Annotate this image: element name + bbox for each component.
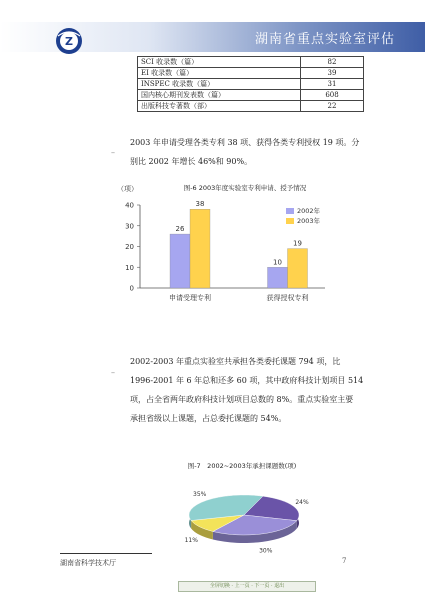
table-cell-label: INSPEC 收录数（篇） xyxy=(138,79,301,90)
pie-slice-label: 35% xyxy=(193,490,207,498)
table-cell-value: 31 xyxy=(301,79,364,90)
table-cell-label: SCI 收录数（篇） xyxy=(138,57,301,68)
bar-value-label: 10 xyxy=(273,258,282,267)
table-cell-value: 22 xyxy=(301,101,364,112)
pie-slice-label: 11% xyxy=(184,536,198,544)
header-title: 湖南省重点实验室评估 xyxy=(254,32,395,47)
y-tick-label: 0 xyxy=(129,284,134,293)
footer-rule xyxy=(60,553,152,554)
lab-logo-icon xyxy=(54,26,84,56)
x-tick-label: 申请受理专利 xyxy=(169,294,211,302)
bar xyxy=(170,234,190,288)
paragraph-line: 别比 2002 年增长 46%和 90%。 xyxy=(130,157,253,166)
page-number: 7 xyxy=(342,557,347,565)
publication-stats-table xyxy=(137,56,364,112)
x-tick-label: 获得授权专利 xyxy=(266,294,309,302)
chart-title: 图-6 2003年度实验室专利申请、授予情况 xyxy=(183,184,307,192)
table-cell-value: 82 xyxy=(301,57,364,68)
paragraph-line: 1996-2001 年 6 年总和还多 60 项，其中政府科技计划项目 514 xyxy=(130,376,364,385)
bullet-marker: – xyxy=(111,368,115,377)
paragraph-line: 项，占全省两年政府科技计划项目总数的 8%。重点实验室主要 xyxy=(130,395,354,404)
projects-pie-chart xyxy=(170,460,320,560)
bar-value-label: 19 xyxy=(293,239,302,248)
pie-slice-label: 30% xyxy=(259,547,273,555)
patent-paragraph xyxy=(130,133,359,171)
y-tick-label: 10 xyxy=(125,263,134,272)
table-row xyxy=(138,79,364,90)
legend-label: 2003年 xyxy=(297,217,321,225)
chart-title: 图-7 2002~2003年承担课题数(项) xyxy=(187,462,297,470)
footer-department: 湖南省科学技术厅 xyxy=(60,559,116,567)
reader-toolbar[interactable]: 全屏切换 · 上一页 · 下一页 · 退出 xyxy=(178,581,316,592)
y-tick-label: 40 xyxy=(125,201,134,210)
table-cell-value: 608 xyxy=(301,90,364,101)
bar-value-label: 38 xyxy=(195,200,205,209)
legend-swatch xyxy=(286,218,294,224)
legend-swatch xyxy=(286,208,294,214)
pie-slice-label: 24% xyxy=(295,498,309,506)
svg-text:Z: Z xyxy=(65,35,73,48)
paragraph-line: 承担省级以上课题，占总委托课题的 54%。 xyxy=(130,414,287,423)
table-cell-value: 39 xyxy=(301,68,364,79)
patent-bar-chart xyxy=(100,178,340,308)
bar xyxy=(288,249,308,288)
table-row xyxy=(138,68,364,79)
paragraph-line: 2003 年申请受理各类专利 38 项、获得各类专利授权 19 项。分 xyxy=(130,138,360,147)
table-row xyxy=(138,57,364,68)
y-tick-label: 30 xyxy=(125,222,134,231)
bar xyxy=(190,209,210,288)
y-tick-label: 20 xyxy=(125,243,134,251)
projects-paragraph xyxy=(130,352,363,428)
paragraph-line: 2002-2003 年重点实验室共承担各类委托课题 794 项，比 xyxy=(130,357,341,366)
table-cell-label: EI 收录数（篇） xyxy=(138,68,301,79)
bar xyxy=(268,267,288,288)
page-header xyxy=(0,0,425,58)
table-row xyxy=(138,90,364,101)
y-axis-label: （项） xyxy=(117,185,138,193)
legend-label: 2002年 xyxy=(297,207,321,215)
bullet-marker: – xyxy=(111,148,115,157)
table-row xyxy=(138,101,364,112)
bar-value-label: 26 xyxy=(175,225,185,234)
table-cell-label: 出版科技专著数（部） xyxy=(138,101,301,112)
table-cell-label: 国内核心期刊发表数（篇） xyxy=(138,90,301,101)
